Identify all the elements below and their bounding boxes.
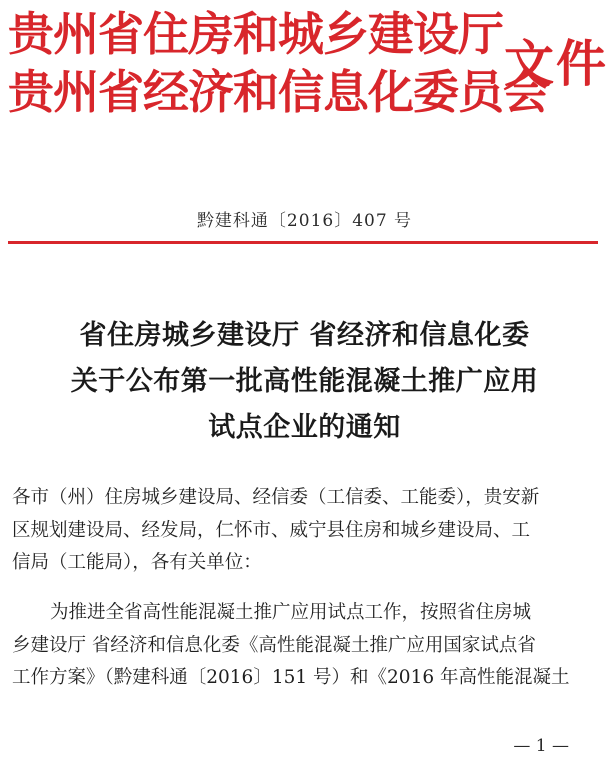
- paragraph-line-1: 为推进全省高性能混凝土推广应用试点工作，按照省住房城: [50, 602, 532, 623]
- title-line-1: 省住房城乡建设厅 省经济和信息化委: [79, 320, 530, 351]
- addressees-line-1: 各市（州）住房城乡建设局、经信委（工信委、工能委），贵安新: [12, 487, 540, 508]
- document-number: 黔建科通〔2016〕407 号: [196, 211, 413, 231]
- letterhead: [8, 8, 608, 126]
- red-divider: [8, 241, 598, 244]
- title-line-3: 试点企业的通知: [208, 412, 401, 443]
- issuer-name-1: 贵州省住房和城乡建设厅: [8, 7, 503, 61]
- body-paragraph: [12, 597, 602, 695]
- paragraph-line-2: 乡建设厅 省经济和信息化委《高性能混凝土推广应用国家试点省: [12, 634, 536, 656]
- paragraph-line-3: 工作方案》（黔建科通〔2016〕151 号）和《2016 年高性能混凝土: [12, 667, 570, 688]
- page-number: [0, 736, 609, 756]
- addressees-line-2: 区规划建设局、经发局，仁怀市、威宁县住房和城乡建设局、工: [12, 519, 531, 541]
- page-number-text: — 1 —: [513, 736, 569, 756]
- title-line-2: 关于公布第一批高性能混凝土推广应用: [70, 366, 539, 397]
- issuer-name-2: 贵州省经济和信息化委员会: [8, 65, 548, 119]
- document-title: [0, 313, 609, 451]
- addressees-line-3: 信局（工能局），各有关单位：: [12, 552, 262, 573]
- doc-type-label: 文件: [504, 34, 608, 93]
- addressees: [12, 482, 602, 580]
